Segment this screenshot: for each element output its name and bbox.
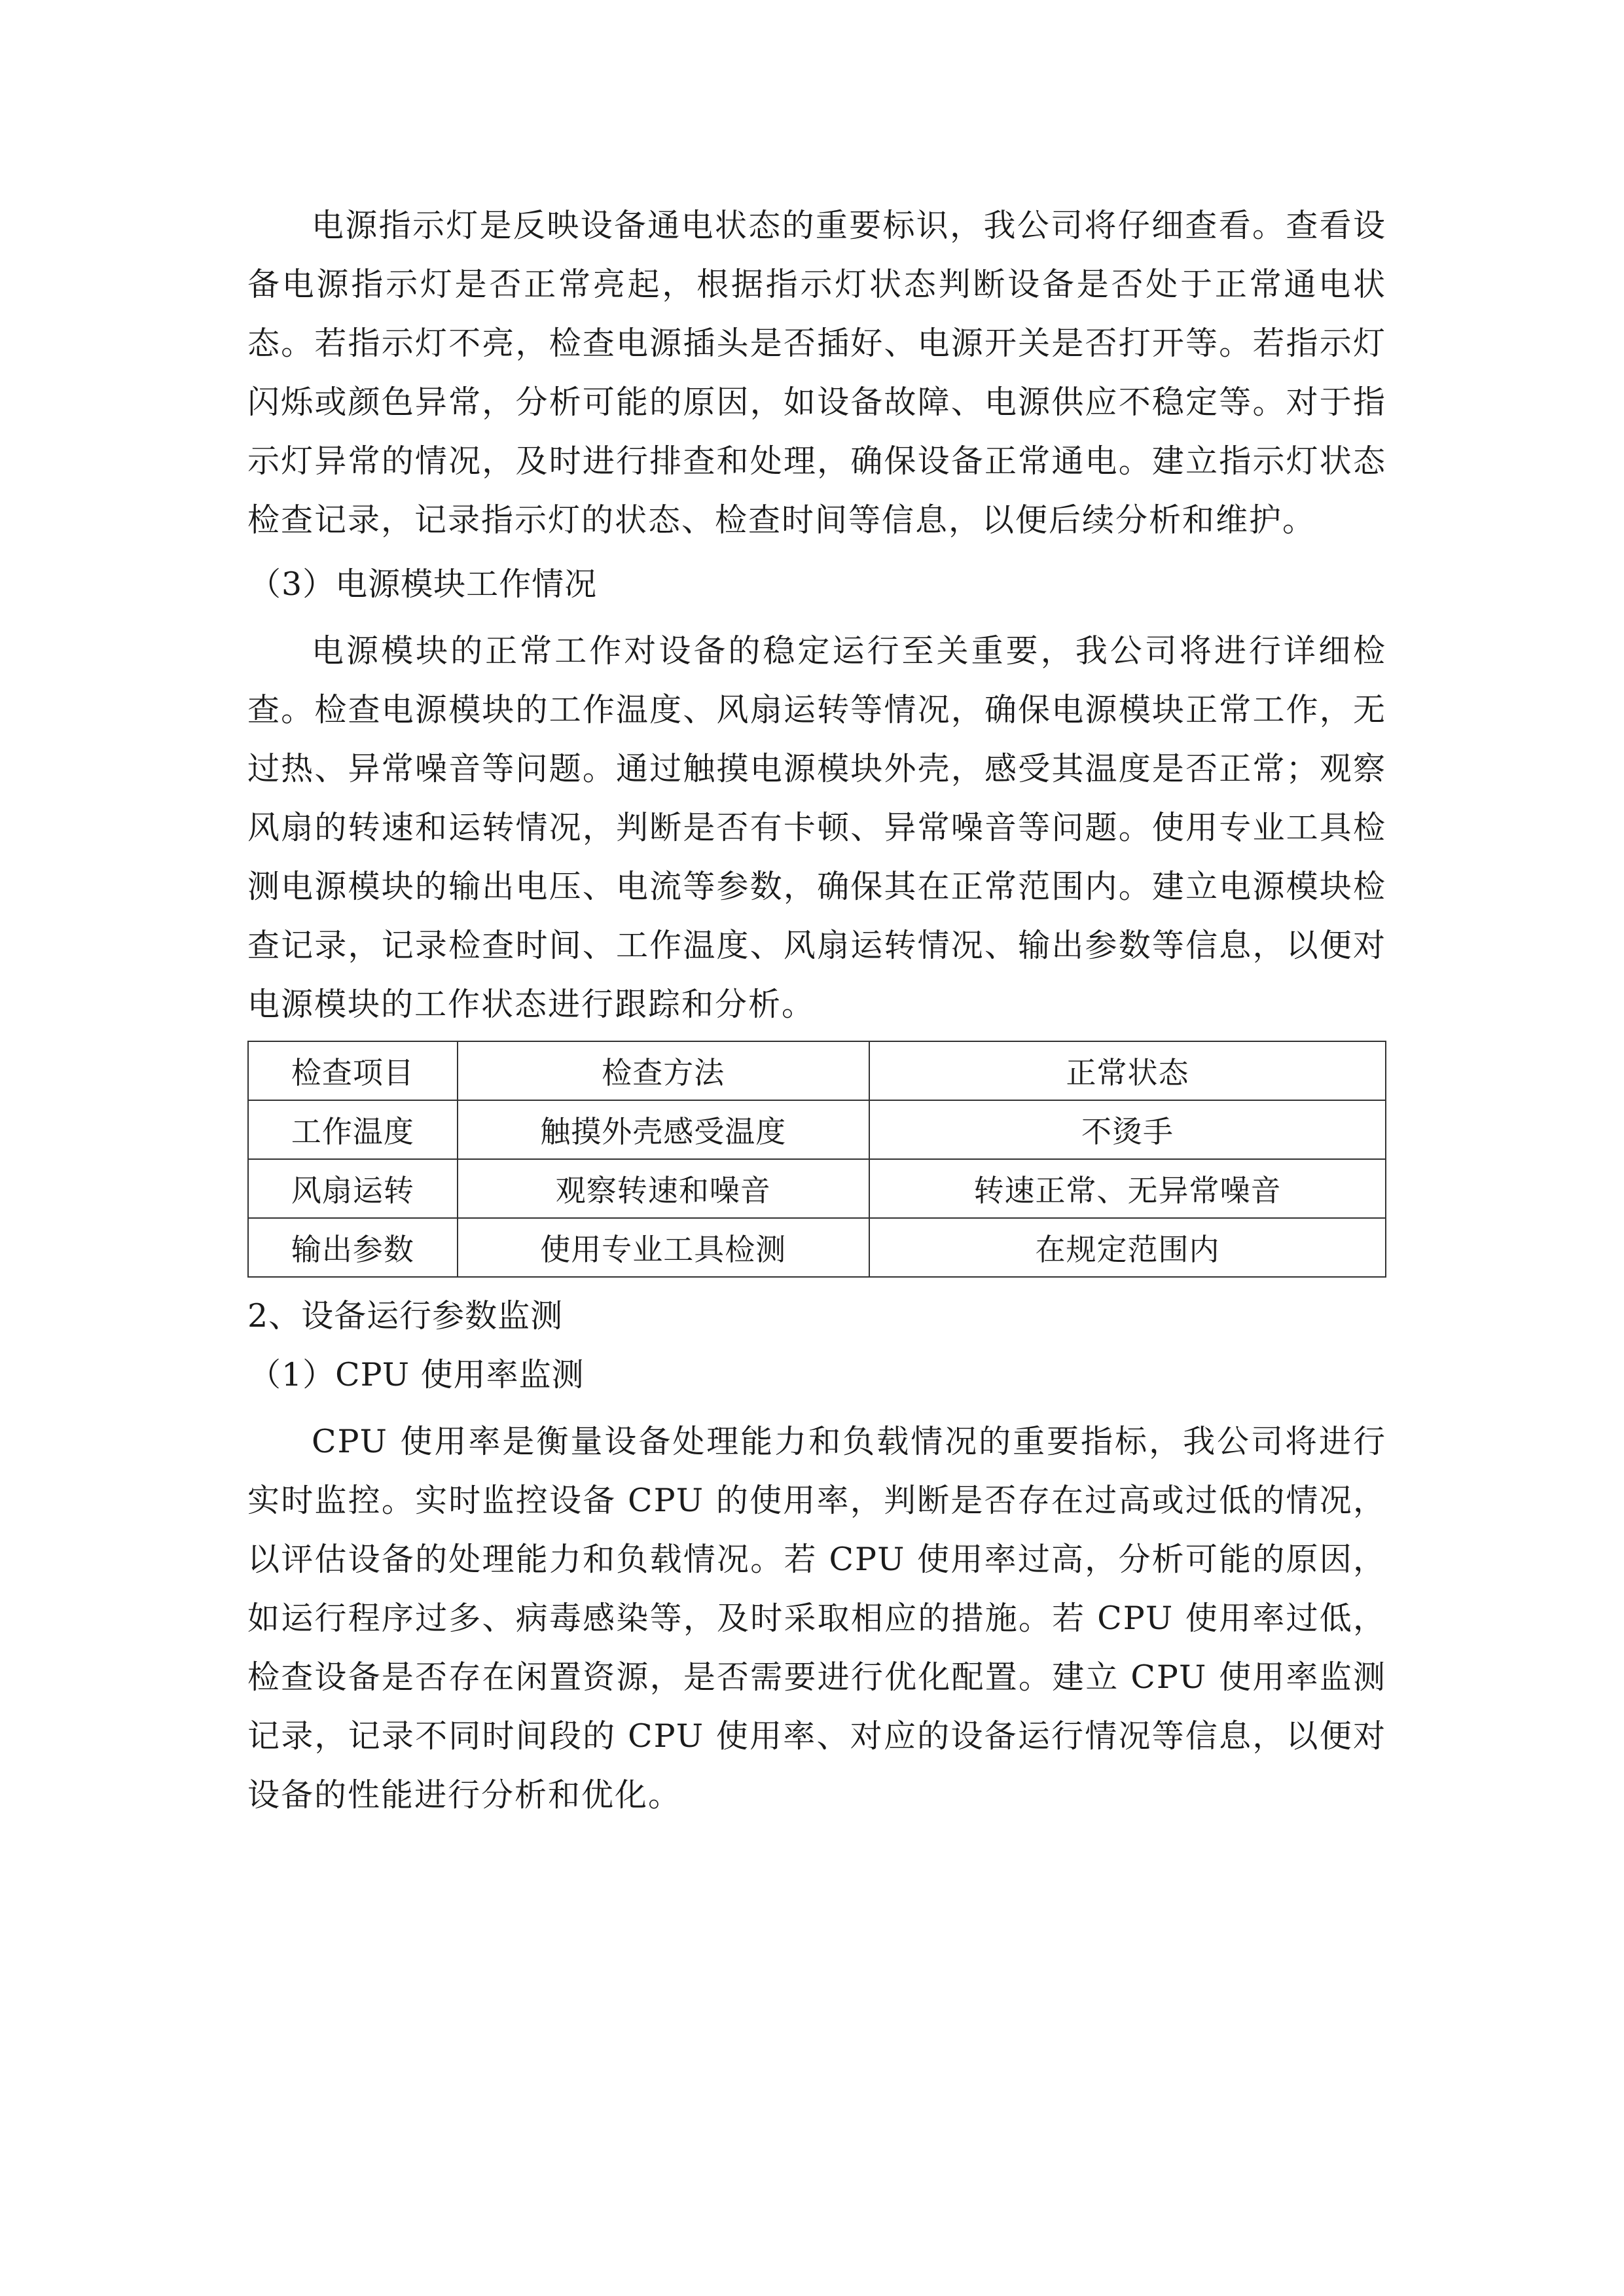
heading-runtime-monitoring: 2、设备运行参数监测 [247, 1297, 564, 1335]
table-cell: 转速正常、无异常噪音 [869, 1159, 1386, 1218]
table-row [248, 1218, 1386, 1277]
heading-power-module: （3）电源模块工作情况 [249, 565, 598, 603]
subheading-cpu-usage: （1）CPU 使用率监测 [249, 1356, 585, 1393]
table-cell: 在规定范围内 [869, 1218, 1386, 1277]
table-header-row [248, 1041, 1386, 1100]
table-row [248, 1100, 1386, 1159]
table-cell: 触摸外壳感受温度 [458, 1100, 869, 1159]
table-header-cell: 检查项目 [248, 1041, 458, 1100]
paragraph-power-module: 电源模块的正常工作对设备的稳定运行至关重要，我公司将进行详细检查。检查电源模块的工作温度、风扇运转等情况，确保电源模块正常工作，无过热、异常噪音等问题。通过触摸电源模块外壳，感受其温度是否正常；观察风扇的转速和运转情况，判断是否有卡顿、异常噪音等问题。使用专业工具检测电源模块的输出电压、电流等参数，确保其在正常范围内。建立电源模块检查记录，记录检查时间、工作温度、风扇运转情况、输出参数等信息，以便对电源模块的工作状态进行跟踪和分析。 [247, 632, 1386, 1023]
paragraph-power-indicator: 电源指示灯是反映设备通电状态的重要标识，我公司将仔细查看。查看设备电源指示灯是否正常亮起，根据指示灯状态判断设备是否处于正常通电状态。若指示灯不亮，检查电源插头是否插好、电源开关是否打开等。若指示灯闪烁或颜色异常，分析可能的原因，如设备故障、电源供应不稳定等。对于指示灯异常的情况，及时进行排查和处理，确保设备正常通电。建立指示灯状态检查记录，记录指示灯的状态、检查时间等信息，以便后续分析和维护。 [247, 207, 1386, 539]
document-page [247, 196, 1386, 1825]
table-row [248, 1159, 1386, 1218]
table-header-cell: 正常状态 [869, 1041, 1386, 1100]
table-header-cell: 检查方法 [458, 1041, 869, 1100]
paragraph-cpu-usage: CPU 使用率是衡量设备处理能力和负载情况的重要指标，我公司将进行实时监控。实时监控设备 CPU 的使用率，判断是否存在过高或过低的情况，以评估设备的处理能力和负载情况。若 CPU 使用率过高，分析可能的原因，如运行程序过多、病毒感染等，及时采取相应的措施。若 CPU 使用率过低，检查设备是否存在闲置资源，是否需要进行优化配置。建立 CPU 使用率监测记录，记录不同时间段的 CPU 使用率、对应的设备运行情况等信息，以便对设备的性能进行分析和优化。 [247, 1423, 1386, 1814]
table-cell: 不烫手 [869, 1100, 1386, 1159]
table-cell: 输出参数 [248, 1218, 458, 1277]
table-cell: 工作温度 [248, 1100, 458, 1159]
table-cell: 风扇运转 [248, 1159, 458, 1218]
table-cell: 观察转速和噪音 [458, 1159, 869, 1218]
inspection-table [247, 1041, 1386, 1278]
table-cell: 使用专业工具检测 [458, 1218, 869, 1277]
